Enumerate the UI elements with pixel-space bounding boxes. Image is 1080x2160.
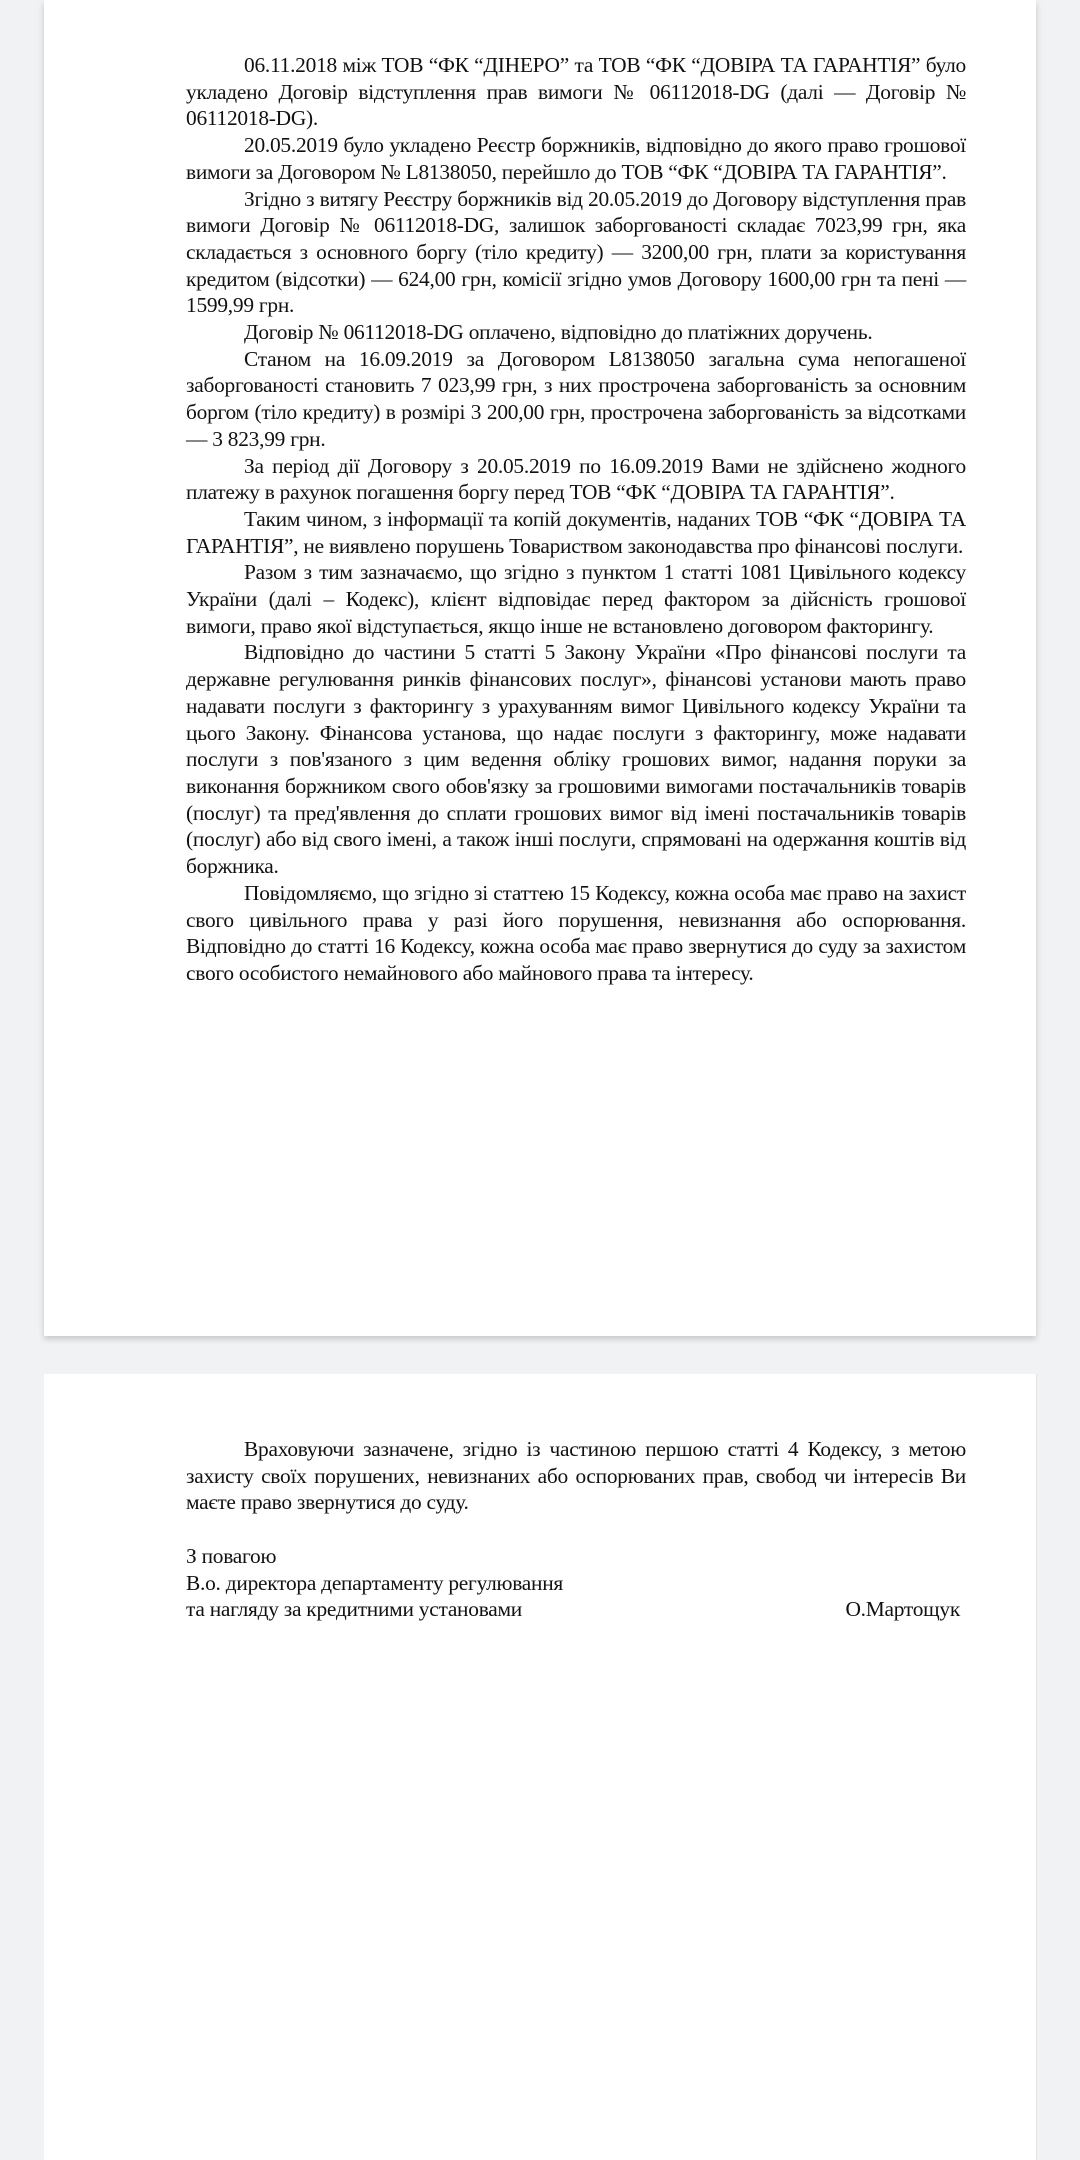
signatory-name: О.Мартощук: [845, 1597, 960, 1622]
paragraph: Повідомляємо, що згідно зі статтею 15 Кодексу, кожна особа має право на захист свого цивільного права у разі його порушення, невизнання або оспорювання. Відповідно до статті 16 Кодексу, кожна особа має право звернутися до суду за захистом свого особистого немайнового або майнового права та інтересу.: [186, 880, 966, 985]
paragraph: Таким чином, з інформації та копій документів, наданих ТОВ “ФК “ДОВІРА ТА ГАРАНТІЯ”, не виявлено порушень Товариством законодавства про фінансові послуги.: [186, 506, 966, 558]
paragraph: Договір № 06112018-DG оплачено, відповідно до платіжних доручень.: [244, 320, 873, 345]
document-page-1: [44, 0, 1036, 1336]
paragraph: За період дії Договору з 20.05.2019 по 16.09.2019 Вами не здійснено жодного платежу в рахунок погашення боргу перед ТОВ “ФК “ДОВІРА ТА ГАРАНТІЯ”.: [186, 453, 966, 505]
signature-block: [186, 1543, 966, 1623]
signature-closing: З повагою: [186, 1543, 277, 1568]
paragraph: Згідно з витягу Реєстру боржників від 20.05.2019 до Договору відступлення прав вимоги Договір № 06112018-DG, залишок заборгованості складає 7023,99 грн, яка складається з основного боргу (тіло кредиту) — 3200,00 грн, плати за користування кредитом (відсотки) — 624,00 грн, комісії згідно умов Договору 1600,00 грн та пені — 1599,99 грн.: [186, 186, 966, 318]
paragraph: Разом з тим зазначаємо, що згідно з пунктом 1 статті 1081 Цивільного кодексу України (далі – Кодекс), клієнт відповідає перед фактором за дійсність грошової вимоги, право якої відступається, якщо інше не встановлено договором факторингу.: [186, 560, 966, 638]
page-1-body: [186, 52, 966, 987]
paragraph: 06.11.2018 між ТОВ “ФК “ДІНЕРО” та ТОВ “ФК “ДОВІРА ТА ГАРАНТІЯ” було укладено Договір відступлення прав вимоги № 06112018-DG (далі — Договір № 06112018-DG).: [186, 53, 966, 131]
page-2-body: [186, 1436, 966, 1623]
paragraph: Враховуючи зазначене, згідно із частиною першою статті 4 Кодексу, з метою захисту своїх порушених, невизнаних або оспорюваних прав, свобод чи інтересів Ви маєте право звернутися до суду.: [186, 1437, 966, 1515]
signature-title-line-1: В.о. директора департаменту регулювання: [186, 1570, 564, 1595]
signature-title-line-2: та нагляду за кредитними установами: [186, 1597, 522, 1622]
signature-title-row: [186, 1596, 966, 1623]
paragraph: 20.05.2019 було укладено Реєстр боржників, відповідно до якого право грошової вимоги за Договором № L8138050, перейшло до ТОВ “ФК “ДОВІРА ТА ГАРАНТІЯ”.: [186, 133, 966, 184]
paragraph: Відповідно до частини 5 статті 5 Закону України «Про фінансові послуги та державне регулювання ринків фінансових послуг», фінансові установи мають право надавати послуги з факторингу з урахуванням вимог Цивільного кодексу України та цього Закону. Фінансова установа, що надає послуги з факторингу, може надавати послуги з пов'язаного з цим ведення обліку грошових вимог, надання поруки за виконання боржником свого обов'язку за грошовими вимогами постачальників товарів (послуг) та пред'явлення до сплати грошових вимог від імені постачальників товарів (послуг) або від свого імені, а також інші послуги, спрямовані на одержання коштів від боржника.: [186, 640, 966, 879]
document-page-2: [44, 1374, 1037, 2160]
paragraph: Станом на 16.09.2019 за Договором L8138050 загальна сума непогашеної заборгованості становить 7 023,99 грн, з них прострочена заборгованість за основним боргом (тіло кредиту) в розмірі 3 200,00 грн, прострочена заборгованість за відсотками — 3 823,99 грн.: [186, 346, 966, 451]
